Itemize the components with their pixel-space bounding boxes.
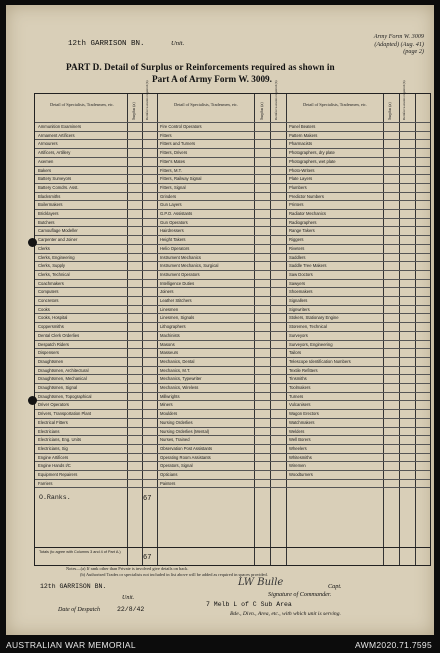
col3-row: Photo-Writers	[289, 167, 315, 173]
punch-hole-bottom	[28, 396, 37, 405]
col2-row: Opticians	[160, 472, 178, 477]
col1-row: Blacksmiths	[38, 193, 61, 199]
col1-row: Butchers	[38, 219, 55, 225]
col2-row: Fire Control Operators	[160, 124, 202, 129]
col3-row: Range Takers	[289, 228, 315, 234]
col3-row: Saddlers	[289, 254, 306, 260]
col3-row: Pharmacists	[289, 141, 313, 147]
row-rule	[35, 296, 430, 297]
col2-row: Linesmen	[160, 306, 179, 312]
row-rule	[35, 200, 430, 201]
col1-row: Despatch Riders	[38, 341, 69, 347]
col3-row: Plumbers	[289, 184, 307, 190]
col2-row: Millwrights	[160, 393, 180, 399]
col1-row: Cooks, Hospital	[38, 315, 68, 321]
row-rule	[35, 435, 430, 436]
oranks-surplus: 67	[143, 495, 152, 503]
col1-row: Electricians, Eng. Units	[38, 437, 82, 443]
surplus-header-3: Surplus (a)	[387, 102, 392, 120]
note-b: (b) Authorised Trades or specialists not included in list above will be added as required in spaces provided.	[80, 572, 268, 577]
col2-row: Lithographers	[160, 324, 186, 330]
area-label: Bde., Divn., Area, etc., with which unit is serving.	[230, 611, 341, 617]
footer-unit-label: Unit.	[122, 595, 135, 601]
reinf-header-2: Reinforce-ments required (b)	[274, 80, 278, 120]
row-rule	[35, 209, 430, 210]
col1-row: Clerks, Technical	[38, 271, 70, 277]
col2-row: Hairdressers	[160, 228, 184, 234]
col2-row: Joiners	[160, 289, 174, 295]
col1-row: Bakers	[38, 167, 52, 173]
unit-value: 12th GARRISON BN.	[68, 40, 145, 48]
col2-row: Grinders	[160, 193, 177, 199]
col1-row: Clerks, Engineering	[38, 254, 75, 260]
col3-row: Whitesmiths	[289, 454, 312, 460]
col3-row: Surveyors, Engineering	[289, 341, 333, 347]
col1-row: Axemen	[38, 158, 54, 164]
col2-row: Nursing Orderlies (Mental)	[160, 428, 210, 434]
row-rule	[35, 270, 430, 271]
col2-row: Moulders	[160, 411, 178, 417]
col2-row: Fitter's Mates	[160, 158, 185, 164]
row-rule	[35, 453, 430, 454]
col3-row: Tinsmiths	[289, 376, 307, 382]
col1-row: Computers	[38, 289, 59, 295]
col2-row: Masons	[160, 341, 175, 347]
row-rule	[35, 383, 430, 384]
reinf-header-1: Reinforce-ments required (b)	[145, 80, 149, 120]
row-rule	[35, 331, 430, 332]
col1-row: Dental Clerk Orderlies	[38, 332, 80, 338]
col3-row: Toolmakers	[289, 385, 311, 390]
col3-row: Vulcanisers	[289, 402, 311, 408]
totals-surplus: 67	[143, 554, 152, 562]
note-a: Notes—(a) If rank other than Private is involved give details on back.	[66, 566, 189, 571]
row-rule	[35, 348, 430, 349]
col1-row: Driver Operators	[38, 402, 69, 408]
row-rule	[35, 470, 430, 471]
row-rule	[35, 122, 430, 123]
col1-row: Draughtsmen, Topographical	[38, 393, 92, 399]
surplus-header-1: Surplus (a)	[131, 102, 136, 120]
col2-row: Fitters, Railway Signal	[160, 176, 202, 182]
col3-row: Riggers	[289, 237, 304, 243]
col1-row: Electricians, Sig	[38, 445, 68, 451]
row-rule	[35, 244, 430, 245]
row-rule	[35, 174, 430, 175]
col3-row: Surveyors	[289, 332, 308, 338]
row-rule	[35, 392, 430, 393]
col3-row: Signwriters	[289, 306, 310, 312]
col2-row: Fitters, M.T.	[160, 167, 182, 173]
col2-row: Intelligence Duties	[160, 280, 195, 286]
col1-row: Farriers	[38, 480, 53, 486]
col3-row: Shoemakers	[289, 289, 313, 295]
punch-hole-top	[28, 238, 37, 247]
col2-row: Instrument Mechanics, Surgical	[160, 263, 219, 269]
col3-row: Welders	[289, 428, 305, 434]
col3-row: Saddle Tree Makers	[289, 263, 327, 269]
col3-row: Turners	[289, 393, 304, 399]
col1-row: Engine Hands I/C	[38, 463, 71, 469]
col3-row: Photographers, dry plate	[289, 150, 335, 156]
col1-header: Detail of Specialists, Tradesmen, etc.	[50, 102, 114, 107]
col1-row: Cooks	[38, 306, 50, 312]
col1-row: Concretors	[38, 298, 59, 303]
signature-label: Signature of Commander.	[268, 591, 332, 598]
col3-row: Riveters	[289, 245, 305, 251]
col2-row: Mechanics, Typewriter	[160, 376, 202, 382]
row-rule	[35, 235, 430, 236]
row-rule	[35, 166, 430, 167]
col1-row: Camouflage Modeller	[38, 228, 78, 234]
row-rule	[35, 479, 430, 480]
col3-row: Photographers, wet plate	[289, 158, 336, 164]
col1-row: Coachmakers	[38, 280, 64, 286]
col3-header: Detail of Specialists, Tradesmen, etc.	[303, 102, 367, 107]
totals-label: Totals (to agree with Columns 3 and 4 of Part A.)	[39, 550, 121, 554]
row-rule	[35, 409, 430, 410]
row-rule	[35, 357, 430, 358]
despatch-label: Date of Despatch	[58, 607, 100, 613]
row-rule	[35, 226, 430, 227]
col1-row: Clerks, Supply	[38, 263, 65, 269]
form-page	[6, 5, 434, 635]
row-rule	[35, 287, 430, 288]
row-rule	[35, 444, 430, 445]
row-rule	[35, 192, 430, 193]
commander-signature: LW Bulle	[238, 577, 284, 588]
col2-row: Masseurs	[160, 350, 179, 356]
col3-row: Textile Refitters	[289, 367, 318, 373]
col3-row: Well Borers	[289, 437, 311, 443]
commander-rank: Capt.	[328, 583, 342, 590]
col3-row: Stokers, Stationary Engine	[289, 315, 339, 321]
col2-row: Fitters, Drivers	[160, 150, 188, 156]
col2-row: Painters	[160, 480, 176, 486]
col2-row: Leather Stitchers	[160, 298, 192, 303]
form-title-line2: Part A of Army Form W. 3009.	[152, 74, 272, 84]
col3-row: Watchmakers	[289, 419, 315, 425]
col2-row: Helio Operators	[160, 245, 190, 251]
form-title-line1: PART D. Detail of Surplus or Reinforcements required as shown in	[66, 62, 335, 72]
col2-row: Instrument Mechanics	[160, 254, 201, 260]
surplus-header-2: Surplus (a)	[259, 102, 264, 120]
col3-row: Wagon Erectors	[289, 411, 319, 417]
form-page-number: (page 2)	[403, 48, 424, 56]
col2-row: Fitters and Turners	[160, 141, 196, 147]
archive-id: AWM2020.71.7595	[355, 640, 432, 650]
footer-unit-value: 12th GARRISON BN.	[40, 583, 107, 590]
col2-row: Operating Room Assistants	[160, 454, 211, 460]
row-rule	[35, 461, 430, 462]
col2-row: Mechanics, M.T.	[160, 367, 191, 373]
col2-row: Instrument Operators	[160, 271, 200, 277]
row-rule	[35, 261, 430, 262]
unit-line	[68, 40, 184, 48]
col3-row: Saw Doctors	[289, 271, 313, 277]
col1-row: Armourers	[38, 141, 58, 147]
row-rule	[35, 340, 430, 341]
col2-row: Fitters, Signal	[160, 184, 186, 190]
row-rule	[35, 418, 430, 419]
col1-row: Electrical Fitters	[38, 419, 68, 425]
col3-row: Wheelers	[289, 445, 307, 451]
col1-row: Draughtsmen, Architectural	[38, 367, 89, 373]
col3-row: Panel Beaters	[289, 124, 316, 129]
row-rule	[35, 157, 430, 158]
col1-row: Dispensers	[38, 350, 59, 356]
col2-row: G.P.O. Assistants	[160, 211, 193, 216]
area-value: 7 Melb L of C Sub Area	[206, 601, 292, 608]
row-rule	[35, 313, 430, 314]
col3-row: Storemen, Technical	[289, 324, 327, 330]
row-rule	[35, 366, 430, 367]
col1-row: Electricians	[38, 428, 60, 434]
archive-caption: AUSTRALIAN WAR MEMORIAL	[6, 640, 136, 650]
form-number: Army Form W. 3009	[373, 33, 424, 40]
col1-row: Draughtsmen, Signal	[38, 385, 78, 390]
row-rule	[35, 279, 430, 280]
reinf-header-3: Reinforce-ments required (b)	[402, 80, 406, 120]
col2-row: Nursing Orderlies	[160, 419, 193, 425]
form-adapted: (Adapted) (Aug. 41)	[374, 40, 424, 48]
col3-row: Tailors	[289, 350, 302, 356]
col3-row: Predictor Numbers	[289, 193, 324, 199]
col3-row: Radiator Mechanics	[289, 211, 327, 216]
col3-row: Radiographers	[289, 219, 317, 225]
col2-row: Height Takers	[160, 237, 186, 243]
row-rule	[35, 218, 430, 219]
form-reference	[374, 33, 424, 56]
despatch-date: 22/8/42	[117, 606, 145, 613]
col3-row: Printers	[289, 202, 304, 208]
col2-row: Linesmen, Signals	[160, 315, 195, 321]
row-rule	[35, 487, 430, 488]
col3-row: Plate Layers	[289, 176, 313, 182]
col1-row: Artificers, Artillery	[38, 150, 71, 156]
col2-row: Nurses, Trained	[160, 437, 190, 443]
col3-row: Woodturners	[289, 472, 313, 477]
col1-row: Carpenter and Joiner	[38, 237, 78, 243]
col2-row: Machinists	[160, 332, 180, 338]
col1-row: Equipment Repairers	[38, 472, 78, 477]
row-rule	[35, 400, 430, 401]
row-rule	[35, 374, 430, 375]
col1-row: Draughtsmen, Mechanical	[38, 376, 87, 382]
col1-row: Bricklayers	[38, 211, 59, 216]
col3-row: Signallers	[289, 298, 308, 303]
col1-row: Clerks	[38, 245, 50, 251]
col1-row: Ammunition Examiners	[38, 124, 82, 129]
row-rule	[35, 322, 430, 323]
oranks-label: O.Ranks.	[39, 494, 71, 501]
col1-row: Drivers, Transportation Plant	[38, 411, 92, 417]
col2-row: Operators, Signal	[160, 463, 193, 469]
col2-row: Gun Operators	[160, 219, 188, 225]
col3-row: Pattern Makers	[289, 132, 318, 138]
col2-row: Gun Layers	[160, 202, 182, 208]
col2-row: Mechanics, Dental	[160, 358, 195, 364]
col2-header: Detail of Specialists, Tradesmen, etc.	[174, 102, 238, 107]
specialists-table	[34, 80, 431, 566]
row-rule	[35, 253, 430, 254]
col2-row: Miners	[160, 402, 173, 408]
row-rule	[35, 427, 430, 428]
col1-row: Boilermakers	[38, 202, 63, 208]
col3-row: Wiremen	[289, 463, 306, 469]
col1-row: Battery Comdrs. Asst.	[38, 184, 79, 190]
row-rule	[35, 305, 430, 306]
col2-row: Fitters	[160, 132, 172, 138]
col1-row: Coppersmiths	[38, 324, 64, 330]
col1-row: Draughtsmen	[38, 358, 64, 364]
unit-label: Unit.	[171, 40, 185, 47]
row-rule	[35, 131, 430, 132]
col2-row: Observation Post Assistants	[160, 445, 213, 451]
col2-row: Mechanics, Wireless	[160, 385, 199, 390]
col3-row: Telescope Identification Numbers	[289, 358, 351, 364]
col1-row: Engine Artificers	[38, 454, 69, 460]
row-rule	[35, 148, 430, 149]
row-rule	[35, 139, 430, 140]
col1-row: Armament Artificers	[38, 132, 75, 138]
row-rule	[35, 183, 430, 184]
col3-row: Sawyers	[289, 280, 306, 286]
col1-row: Battery Surveyors	[38, 176, 72, 182]
